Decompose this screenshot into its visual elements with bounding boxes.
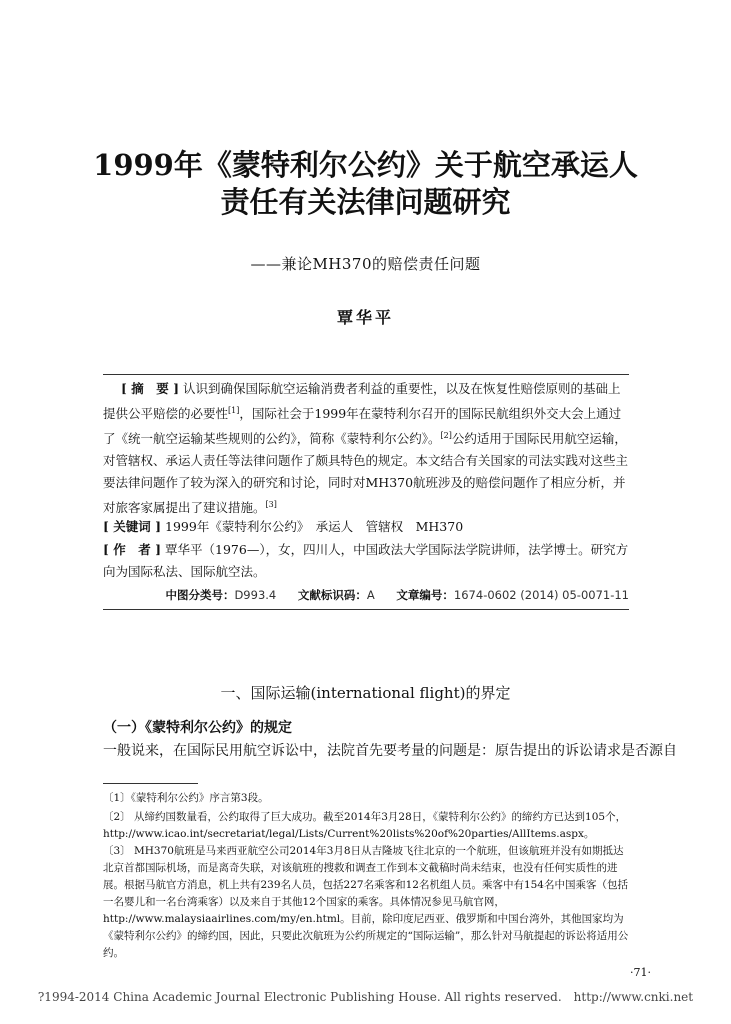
body-paragraph: 一般说来，在国际民用航空诉讼中，法院首先要考量的问题是：原告提出的诉讼请求是否源自 bbox=[103, 743, 677, 759]
keywords-label: [ 关键词 ] bbox=[103, 519, 162, 534]
doc-code-value: A bbox=[366, 588, 375, 602]
subsection-heading: （一）《蒙特利尔公约》的规定 bbox=[103, 720, 292, 736]
abstract-text-b: ，国际社会于1999年在蒙特利尔召开的国际民航组织外交大会上通过了《统一航空运输某些规则的公约》，简称《蒙特利尔公约》。 bbox=[103, 406, 622, 447]
section-heading: 一、国际运输(international flight)的界定 bbox=[220, 684, 511, 702]
abstract-text-a: 认识到确保国际航空运输消费者利益的重要性，以及在恢复性赔偿原则的基础上提供公平赔偿的必要性 bbox=[103, 381, 621, 422]
keywords bbox=[103, 516, 629, 538]
abstract-ref-1: [1] bbox=[228, 406, 240, 415]
abstract-top-rule bbox=[103, 374, 629, 375]
clc-value: D993.4 bbox=[234, 588, 277, 602]
subtitle: ——兼论MH370的赔偿责任问题 bbox=[250, 255, 481, 273]
author-info-text: 覃华平（1976—），女，四川人，中国政法大学国际法学院讲师，法学博士。研究方向为国际私法、国际航空法。 bbox=[103, 542, 629, 579]
footnote-rule bbox=[103, 783, 198, 784]
classification-line bbox=[103, 584, 629, 606]
footnote-2: 〔2〕 从缔约国数量看，公约取得了巨大成功。截至2014年3月28日，《蒙特利尔公约》的缔约方已达到105个，http://www.icao.int/secretariat/legal/Lists/Current%20lists%20of%20parties/AllItems.aspx。 bbox=[103, 811, 627, 840]
abstract-bottom-rule bbox=[103, 609, 629, 610]
article-number-value: 1674-0602 (2014) 05-0071-11 bbox=[453, 588, 629, 602]
page-number: ·71· bbox=[630, 966, 651, 979]
clc-label: 中图分类号： bbox=[165, 588, 235, 602]
abstract bbox=[103, 378, 629, 519]
author-info bbox=[103, 539, 629, 583]
abstract-ref-2: [2] bbox=[440, 431, 452, 441]
abstract-label: [ 摘 要 ] bbox=[121, 381, 180, 396]
author-name: 覃华平 bbox=[336, 308, 394, 327]
title-line-1: 1999年《蒙特利尔公约》关于航空承运人 bbox=[93, 148, 638, 182]
abstract-ref-3: [3] bbox=[265, 500, 277, 510]
keywords-text: 1999年《蒙特利尔公约》 承运人 管辖权 MH370 bbox=[165, 519, 464, 534]
title-line-2: 责任有关法律问题研究 bbox=[220, 185, 511, 219]
abstract-text-c: 公约适用于国际民用航空运输，对管辖权、承运人责任等法律问题作了颇具特色的规定。本文结合有关国家的司法实践对这些主要法律问题作了较为深入的研究和讨论，同时对MH370航班涉及的赔偿问题作了相应分析，并对旅客家属提出了建议措施。 bbox=[103, 431, 629, 516]
footnote-3: 〔3〕 MH370航班是马来西亚航空公司2014年3月8日从吉隆坡飞往北京的一个航班，但该航班并没有如期抵达北京首都国际机场，而是离奇失联，对该航班的搜救和调查工作到本文截稿时尚未结束，也没有任何实质性的进展。根据马航官方消息，机上共有239名人员，包括227名乘客和12名机组人员。乘客中有154名中国乘客（包括一名婴儿和一名台湾乘客）以及来自于其他12个国家的乘客。具体情况参见马航官网，http://www.malaysiaairlines.com/my/en.html。目前，除印度尼西亚、俄罗斯和中国台湾外，其他国家均为《蒙特利尔公约》的缔约国，因此，只要此次航班为公约所规定的“国际运输”，那么针对马航提起的诉讼将适用公约。 bbox=[103, 845, 629, 959]
author-info-label: [ 作 者 ] bbox=[103, 542, 162, 557]
footnote-1: 〔1〕《蒙特利尔公约》序言第3段。 bbox=[103, 792, 269, 804]
article-number-label: 文章编号： bbox=[396, 588, 454, 602]
doc-code-label: 文献标识码： bbox=[297, 588, 367, 602]
copyright-footer: ?1994-2014 China Academic Journal Electronic Publishing House. All rights reserved. http://www.cnki.net bbox=[37, 990, 694, 1004]
